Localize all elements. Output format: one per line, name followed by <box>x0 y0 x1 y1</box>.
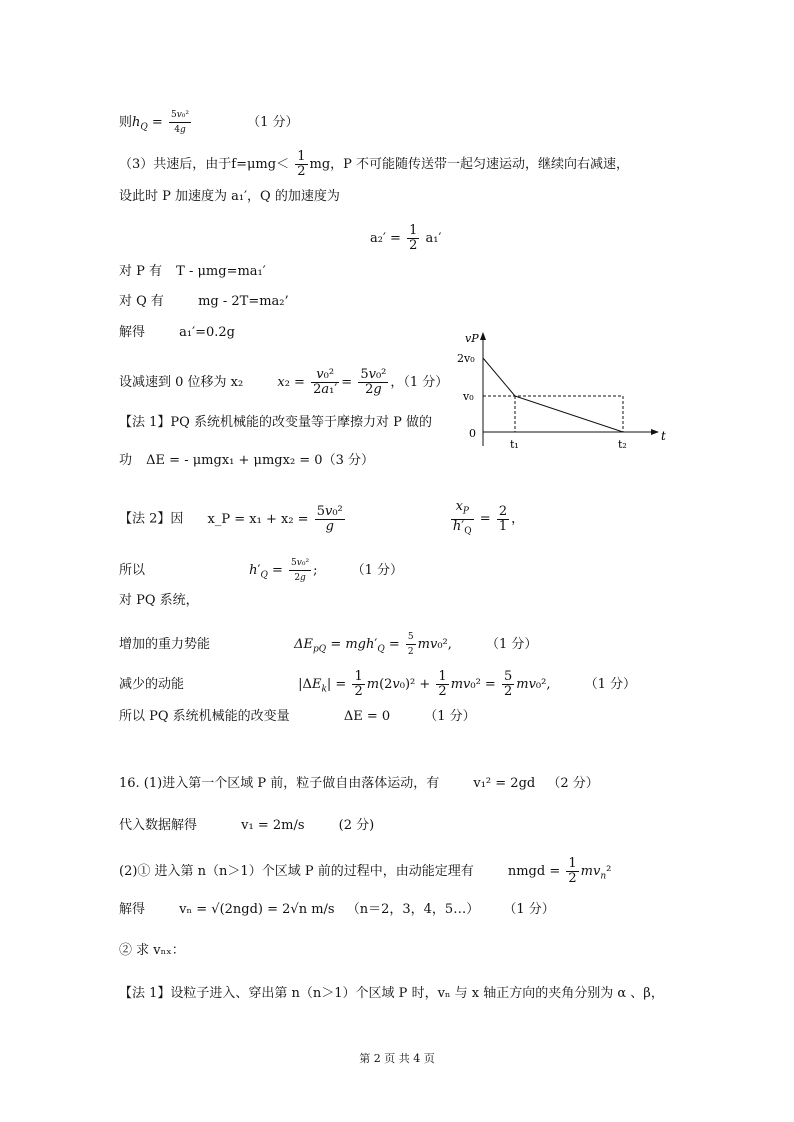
line-segment-2 <box>515 396 623 432</box>
score: （1 分） <box>424 709 476 724</box>
score: (2 分) <box>338 818 375 833</box>
text: 代入数据解得 <box>119 818 198 833</box>
score: （1 分） <box>486 637 538 652</box>
fraction: $\frac{1}{2}$ <box>438 669 447 699</box>
score: （1 分） <box>584 677 637 692</box>
score: （1 分） <box>351 563 404 578</box>
line-18 <box>119 817 374 835</box>
text: （n＝2，3，4，5…） <box>346 902 480 917</box>
text: 解得 <box>119 902 146 917</box>
fraction: $\frac{x_P}{h'_Q}$ <box>452 499 472 537</box>
fraction: $\frac{\text{5v₀²}}{2g}$ <box>291 558 310 583</box>
fraction: $\frac{\text{5v₀²}}{g}$ <box>316 503 343 534</box>
text: mg - 2T=ma₂’ <box>198 294 289 309</box>
text: 16. (1)进入第一个区域 P 前，粒子做自由落体运动，有 <box>119 776 440 791</box>
text: ，P 不可能随传送带一起匀速运动，继续向右减速， <box>330 157 630 172</box>
line-11: 【法 2】因 x_P = x₁ + x₂ = $\frac{\text{5v₀²}}{g}$ $\frac{x_P}{h'_Q}$ = $\frac{2}{1}$ ， <box>119 499 525 537</box>
line-10 <box>119 452 374 470</box>
text: f=μmg＜ <box>231 157 290 172</box>
text: vₙ = √(2ngd) = 2√n m/s <box>179 902 335 917</box>
score: （2 分） <box>547 776 599 791</box>
text: 则 <box>119 115 133 130</box>
line-21: ② 求 vₙₓ： <box>119 943 185 958</box>
line-14: 增加的重力势能 $\Delta E_{pQ} = mgh'_Q$ = $\frac{5}{2}$ mv₀², （1 分） <box>119 632 538 657</box>
x-axis-arrow <box>651 429 659 435</box>
tick-2v0: 2v₀ <box>457 352 475 365</box>
line-2 <box>119 150 629 179</box>
text: mg <box>309 157 331 172</box>
fraction: $\frac{\text{v₀²}}{\text{2a₁′}}$ <box>313 367 338 397</box>
text: ， <box>511 511 525 527</box>
line-16 <box>119 708 476 726</box>
text: 对 P 有 <box>119 264 163 279</box>
line-4 <box>370 224 441 253</box>
origin-label: 0 <box>469 427 476 440</box>
score: ，（1 分） <box>390 375 449 390</box>
fraction: $\frac{\text{5v₀²}}{2g}$ <box>360 367 387 397</box>
x-axis-label: t <box>661 429 666 443</box>
text: 对 Q 有 <box>119 294 164 309</box>
text: a₁′=0.2g <box>179 325 235 340</box>
text: v₁ = 2m/s <box>241 818 305 833</box>
y-axis-label: vP <box>465 332 479 345</box>
text: (2)① 进入第 n（n＞1）个区域 P 前的过程中，由动能定理有 <box>119 864 474 879</box>
text: 【法 2】因 <box>119 511 184 527</box>
text: 减少的动能 <box>119 677 185 692</box>
fraction: $\frac{\text{5v₀²}}{4g}$ <box>170 110 189 135</box>
text: a₁′ <box>425 231 442 246</box>
text: T - μmg=ma₁′ <box>176 264 266 279</box>
fraction: $\frac{1}{2}$ <box>297 149 306 179</box>
text: 设减速到 0 位移为 x₂ <box>119 375 244 390</box>
text: ΔE = - μmgx₁ + μmgx₂ = 0（3 分） <box>146 453 374 468</box>
text: ΔE = 0 <box>343 709 391 724</box>
fraction: $\frac{5}{2}$ <box>503 669 513 699</box>
y-axis-arrow <box>480 332 486 340</box>
score: （1 分） <box>247 115 299 130</box>
fraction: $\frac{1}{2}$ <box>354 669 363 699</box>
text: v₁² = 2gd <box>473 776 536 791</box>
tick-v0: v₀ <box>463 390 474 403</box>
line-17 <box>119 775 599 793</box>
fraction: $\frac{5}{2}$ <box>407 632 414 657</box>
line-3: 设此时 P 加速度为 a₁′，Q 的加速度为 <box>119 189 340 204</box>
line-segment-1 <box>483 358 515 396</box>
text: 所以 <box>119 563 146 578</box>
text: （3）共速后，由于 <box>119 157 232 172</box>
line-5 <box>119 263 266 281</box>
page-footer: 第 2 页 共 4 页 <box>359 1052 435 1065</box>
velocity-time-graph <box>445 328 675 458</box>
text: nmgd = <box>507 864 561 879</box>
line-8: 设减速到 0 位移为 x₂ x₂ = $\frac{\text{v₀²}}{\text{2a₁′}}$ = $\frac{\text{5v₀²}}{2g}$ ，（1 分） <box>119 367 449 397</box>
fraction: $\frac{1}{2}$ <box>568 856 577 886</box>
tick-t1: t₁ <box>510 438 519 451</box>
text: 解得 <box>119 325 146 340</box>
line-22: 【法 1】设粒子进入、穿出第 n（n＞1）个区域 P 时，vₙ 与 x 轴正方向的夹角分别为 α 、β， <box>119 986 664 1001</box>
line-1: 则$h_Q$ = $\frac{\text{5v₀²}}{4g}$ （1 分） <box>119 110 299 135</box>
text: 所以 PQ 系统机械能的改变量 <box>119 709 290 724</box>
tick-t2: t₂ <box>618 438 627 451</box>
line-20 <box>119 901 555 919</box>
line-6 <box>119 293 289 311</box>
text: 增加的重力势能 <box>119 637 211 652</box>
fraction: $\frac{2}{1}$ <box>498 503 508 534</box>
line-19: (2)① 进入第 n（n＞1）个区域 P 前的过程中，由动能定理有 nmgd = $\frac{1}{2}$ $mv_n^2$ <box>119 856 612 886</box>
line-12: 所以 $h'_Q$ = $\frac{\text{5v₀²}}{2g}$ ; （1 分） <box>119 558 404 583</box>
text: a₂′ = <box>370 231 406 246</box>
text: x_P = x₁ + x₂ = <box>207 511 309 527</box>
line-7 <box>119 324 235 342</box>
score: （1 分） <box>503 902 555 917</box>
text: 功 <box>119 453 133 468</box>
fraction: $\frac{1}{2}$ <box>409 223 418 253</box>
line-15: 减少的动能 $|\Delta E_k|$ = $\frac{1}{2}$ m(2v₀)² + $\frac{1}{2}$ mv₀² = $\frac{5}{2}$ mv₀², （1 分） <box>119 669 637 699</box>
line-9: 【法 1】PQ 系统机械能的改变量等于摩擦力对 P 做的 <box>119 415 432 430</box>
line-13: 对 PQ 系统， <box>119 593 199 608</box>
